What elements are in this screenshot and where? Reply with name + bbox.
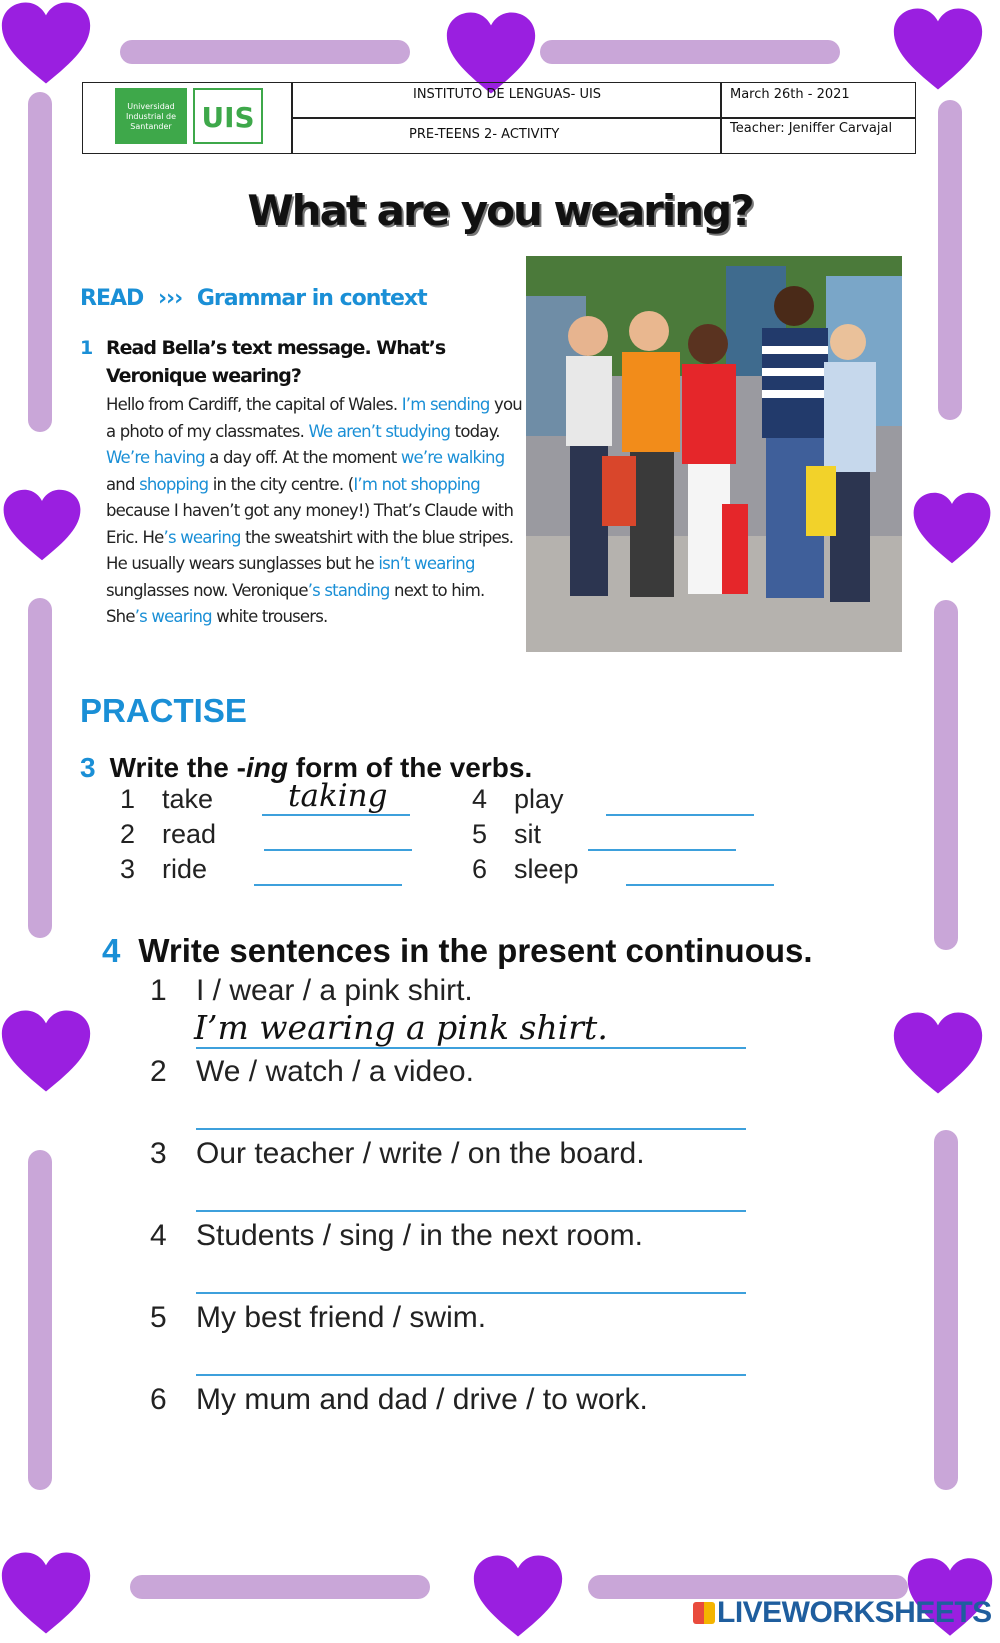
sentence-number: 3 bbox=[150, 1137, 167, 1170]
sentence-item bbox=[150, 1383, 648, 1417]
message-highlight: We aren’t studying bbox=[308, 421, 451, 441]
border-bar-left-1 bbox=[28, 92, 52, 432]
heart-icon bbox=[892, 6, 984, 92]
sentence-number: 6 bbox=[150, 1383, 167, 1416]
border-bar-right-2 bbox=[934, 600, 958, 950]
verb-number: 6 bbox=[472, 854, 488, 884]
message-text: the sweatshirt with the blue stripes. He usually wears sunglasses but he bbox=[106, 527, 514, 573]
border-bar-right-1 bbox=[938, 100, 962, 420]
heart-icon bbox=[912, 488, 992, 568]
date-text: March 26th - 2021 bbox=[730, 87, 850, 102]
example-answer-taking: taking bbox=[288, 778, 388, 814]
example-answer-sentence: I’m wearing a pink shirt. bbox=[194, 1008, 608, 1047]
sentence-item bbox=[150, 1137, 645, 1171]
sentence-text: My best friend / swim. bbox=[196, 1301, 487, 1334]
message-text: a day off. At the moment bbox=[204, 448, 401, 467]
sentence-text: I / wear / a pink shirt. bbox=[196, 974, 473, 1007]
answer-line-ride[interactable] bbox=[254, 884, 402, 886]
question-4 bbox=[102, 932, 813, 970]
answer-line-sentence-1[interactable] bbox=[196, 1047, 746, 1049]
question-1-number: 1 bbox=[80, 337, 93, 359]
arrows-icon: ››› bbox=[157, 286, 183, 311]
sentence-text: My mum and dad / drive / to work. bbox=[196, 1383, 648, 1416]
border-bar-top-right bbox=[540, 40, 840, 64]
verb-number: 5 bbox=[472, 819, 488, 849]
liveworksheets-text: LIVEWORKSHEETS bbox=[717, 1596, 992, 1629]
answer-line-read[interactable] bbox=[264, 849, 412, 851]
sentence-number: 4 bbox=[150, 1219, 167, 1252]
sentence-number: 2 bbox=[150, 1055, 167, 1088]
read-heading bbox=[80, 286, 427, 311]
question-4-text: Write sentences in the present continuous. bbox=[138, 932, 813, 969]
sentence-item bbox=[150, 1301, 486, 1335]
message-highlight: ’s standing bbox=[307, 580, 390, 600]
message-highlight: ’s wearing bbox=[134, 607, 212, 626]
uis-logo-mark: UIS bbox=[201, 101, 255, 135]
message-highlight: I’m sending bbox=[401, 395, 490, 414]
message-text: today. bbox=[450, 421, 500, 441]
message-text: because I haven’t got any money!) That’s Claude with Eric. He bbox=[106, 501, 514, 547]
answer-line-sentence-2[interactable] bbox=[196, 1128, 746, 1130]
answer-line-sentence-5[interactable] bbox=[196, 1374, 746, 1376]
verb-item bbox=[120, 784, 213, 815]
heart-icon bbox=[0, 0, 92, 86]
sentence-number: 1 bbox=[150, 974, 167, 1007]
answer-line-sit[interactable] bbox=[588, 849, 736, 851]
read-subtitle: Grammar in context bbox=[196, 286, 427, 311]
message-text: and bbox=[106, 474, 140, 494]
question-3-text-post: form of the verbs. bbox=[287, 752, 533, 783]
question-3-number: 3 bbox=[80, 752, 96, 783]
liveworksheets-icon bbox=[693, 1602, 715, 1624]
heart-icon bbox=[0, 1008, 92, 1094]
border-bar-left-3 bbox=[28, 1150, 52, 1490]
teacher-name: Teacher: Jeniffer Carvajal bbox=[730, 121, 893, 136]
verb-number: 1 bbox=[120, 784, 136, 814]
verb-item bbox=[472, 854, 579, 885]
message-text: in the city centre. ( bbox=[208, 474, 354, 494]
message-highlight: we’re walking bbox=[400, 448, 505, 467]
verb-number: 2 bbox=[120, 819, 136, 849]
sentence-item bbox=[150, 974, 473, 1008]
verb-item bbox=[472, 819, 541, 850]
sentence-item bbox=[150, 1219, 643, 1253]
message-text: next to him. She bbox=[106, 580, 485, 626]
message-highlight: isn’t wearing bbox=[378, 554, 475, 573]
verb-text: read bbox=[162, 819, 217, 849]
heart-icon bbox=[472, 1553, 564, 1639]
verb-item bbox=[472, 784, 564, 815]
practise-heading: PRACTISE bbox=[80, 692, 247, 729]
university-logo-text: Universidad Industrial de Santander bbox=[125, 102, 177, 131]
verb-item bbox=[120, 854, 207, 885]
border-bar-right-3 bbox=[934, 1130, 958, 1490]
message-highlight: shopping bbox=[139, 474, 209, 494]
question-3-text-pre: Write the - bbox=[109, 752, 246, 783]
answer-line-play[interactable] bbox=[606, 814, 754, 816]
heart-icon bbox=[0, 1550, 92, 1636]
page-title: What are you wearing? bbox=[247, 186, 753, 235]
verb-text: ride bbox=[162, 854, 208, 884]
message-text: you a photo of my classmates. bbox=[106, 395, 522, 441]
answer-line-take[interactable] bbox=[262, 814, 410, 816]
institute-name: INSTITUTO DE LENGUAS- UIS bbox=[413, 87, 602, 102]
question-1-text: Read Bella’s text message. What’s Veronique wearing? bbox=[106, 337, 446, 387]
sentence-item bbox=[150, 1055, 474, 1089]
verb-text: play bbox=[514, 784, 564, 814]
message-highlight: ’s wearing bbox=[163, 527, 241, 547]
message-text: sunglasses now. Veronique bbox=[106, 580, 308, 600]
answer-line-sleep[interactable] bbox=[626, 884, 774, 886]
heart-icon bbox=[2, 485, 82, 565]
verb-text: sleep bbox=[514, 854, 579, 884]
message-highlight: I’m not shopping bbox=[353, 474, 480, 494]
message-highlight: We’re having bbox=[106, 448, 205, 467]
message-text: white trousers. bbox=[211, 607, 328, 626]
sentence-text: Students / sing / in the next room. bbox=[196, 1219, 643, 1252]
liveworksheets-logo[interactable] bbox=[693, 1596, 992, 1630]
sentence-number: 5 bbox=[150, 1301, 167, 1334]
message-text: Hello from Cardiff, the capital of Wales. bbox=[106, 395, 402, 414]
heart-icon bbox=[892, 1010, 984, 1096]
answer-line-sentence-4[interactable] bbox=[196, 1292, 746, 1294]
verb-number: 3 bbox=[120, 854, 136, 884]
read-label: READ bbox=[80, 286, 144, 311]
verb-number: 4 bbox=[472, 784, 488, 814]
text-message bbox=[106, 392, 526, 631]
answer-line-sentence-3[interactable] bbox=[196, 1210, 746, 1212]
classmates-photo bbox=[526, 256, 902, 652]
header-table bbox=[82, 82, 916, 154]
verb-text: take bbox=[162, 784, 214, 814]
border-bar-left-2 bbox=[28, 598, 52, 938]
border-bar-top-left bbox=[120, 40, 410, 64]
sentence-text: We / watch / a video. bbox=[196, 1055, 474, 1088]
question-3-text-em: ing bbox=[245, 752, 288, 783]
activity-title: PRE-TEENS 2- ACTIVITY bbox=[409, 127, 560, 142]
verb-text: sit bbox=[514, 819, 541, 849]
university-logo bbox=[115, 88, 187, 144]
uis-logo bbox=[193, 88, 263, 144]
verb-item bbox=[120, 819, 216, 850]
question-4-number: 4 bbox=[102, 932, 121, 969]
border-bar-bottom-left bbox=[130, 1575, 430, 1599]
sentence-text: Our teacher / write / on the board. bbox=[196, 1137, 645, 1170]
